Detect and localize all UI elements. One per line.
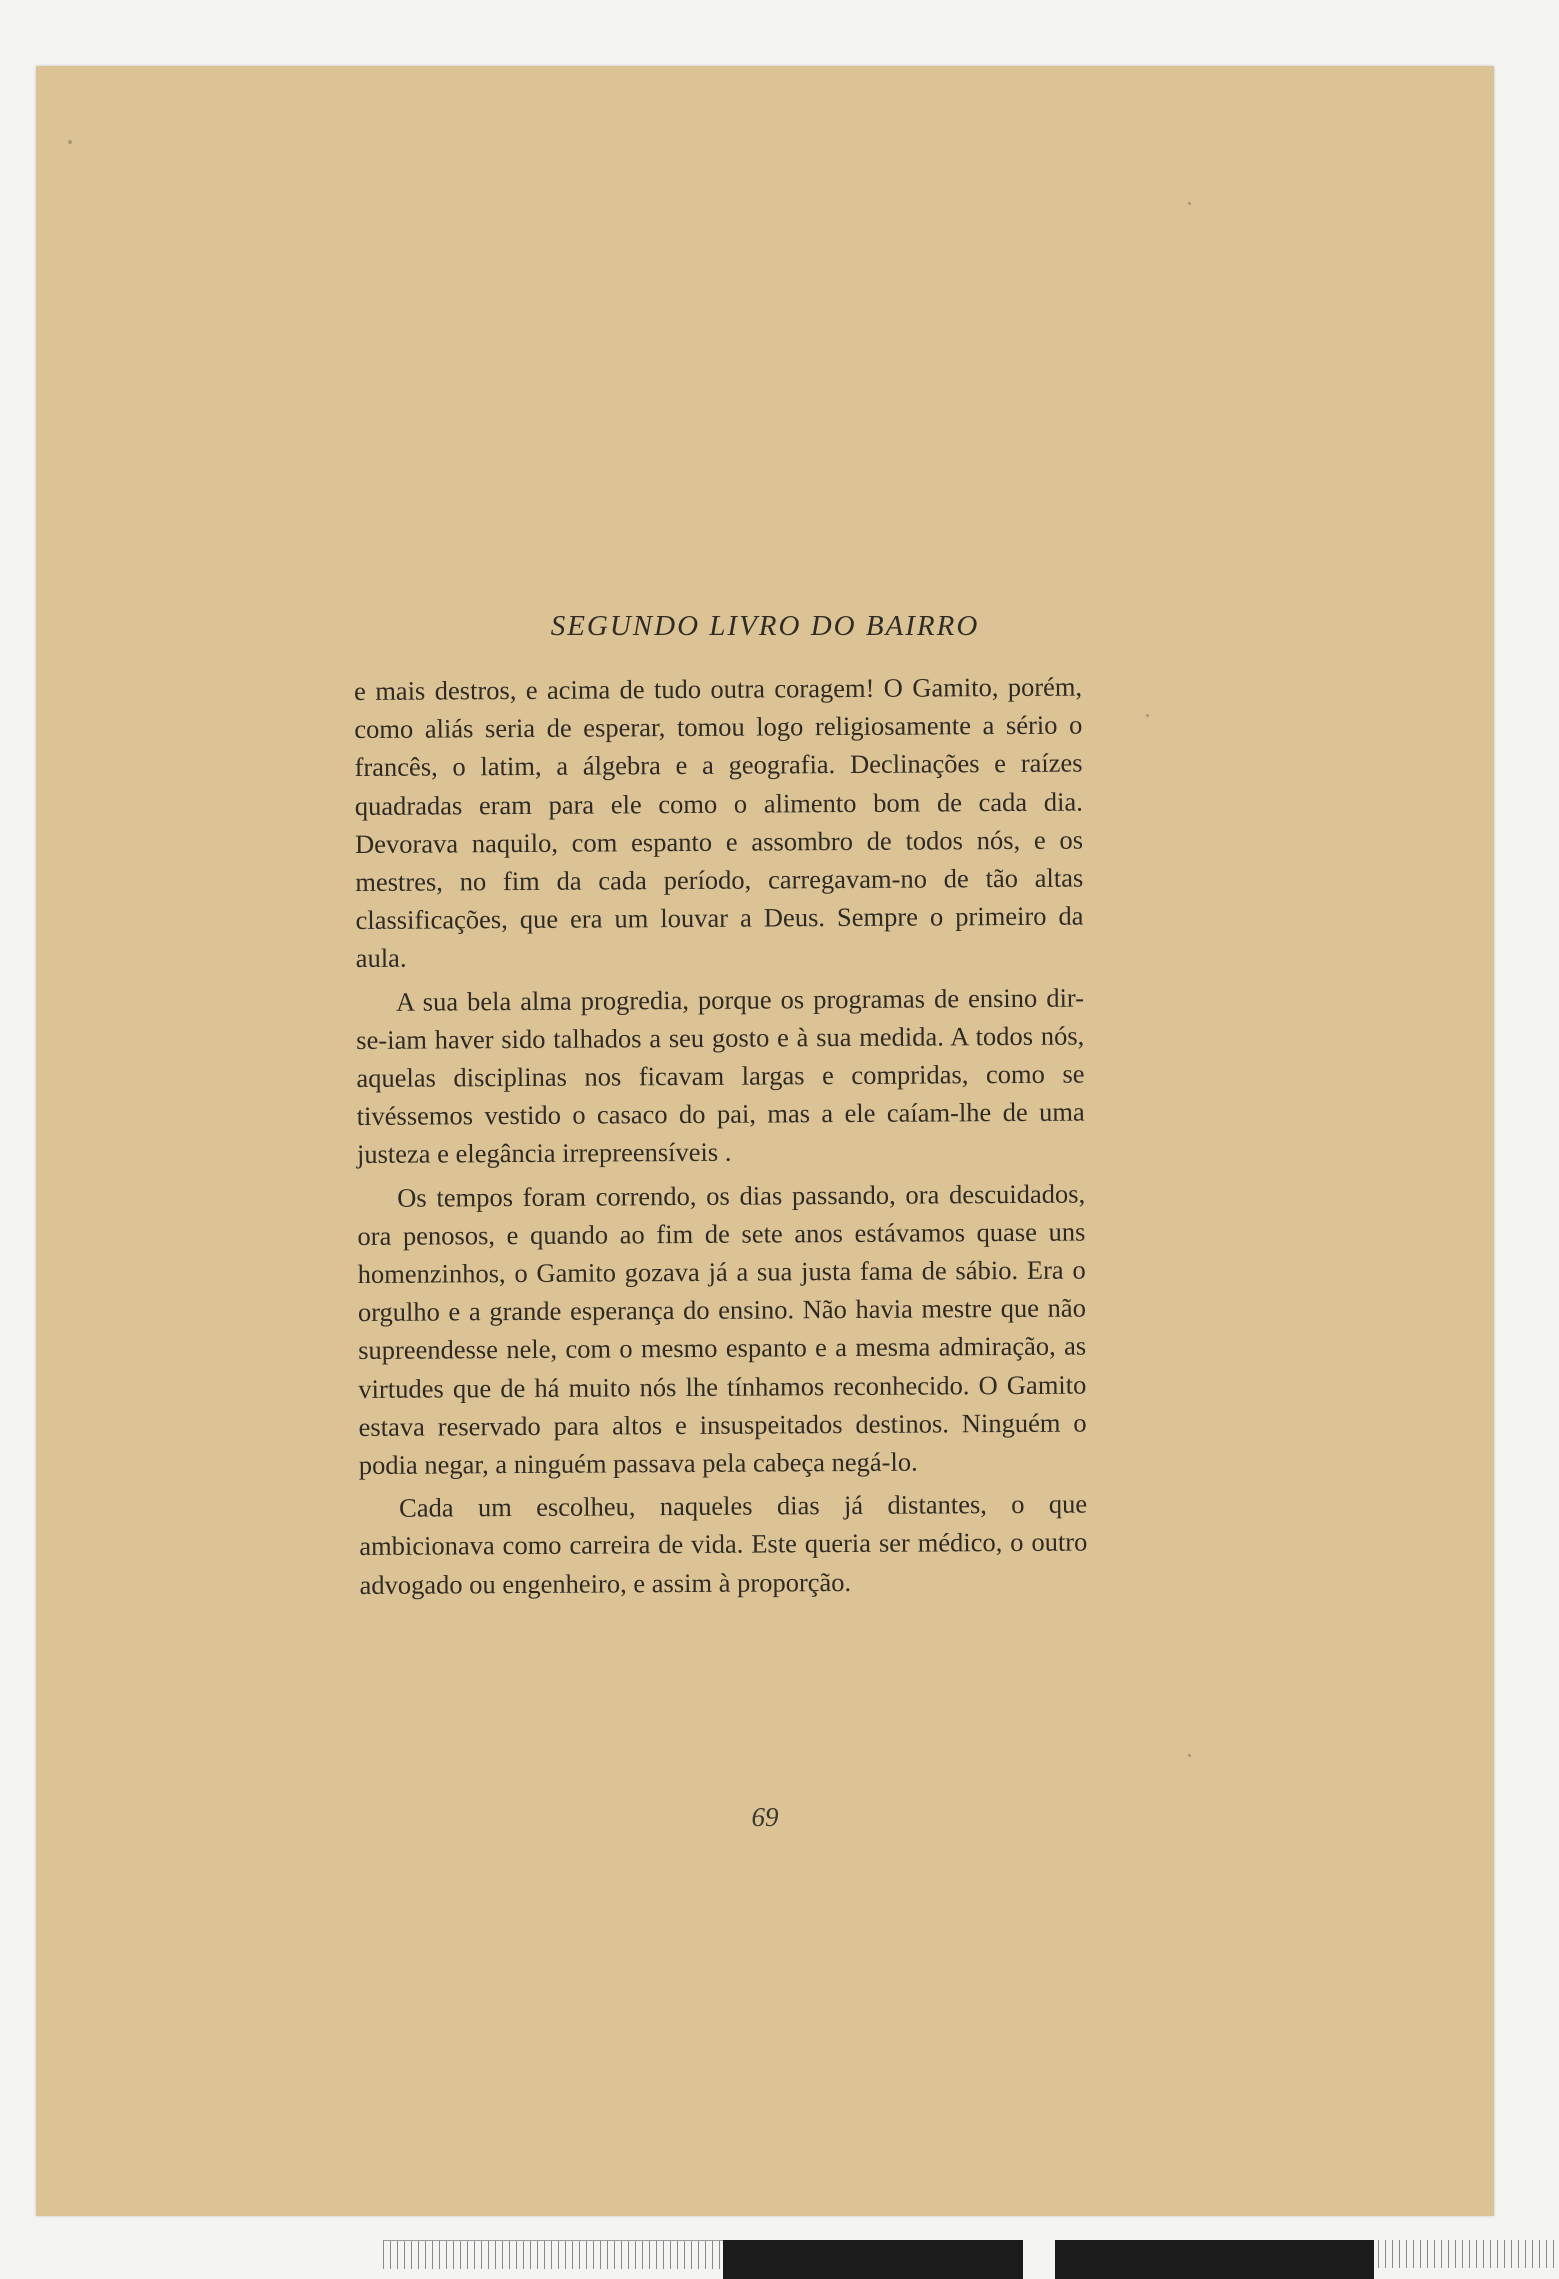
paragraph-1: e mais destros, e acima de tudo outra coragem! O Gamito, porém, como aliás seria de esperar, tomou logo religiosamente a sério o francês, o latim, a álgebra e a geografia. Declinações e raízes quadradas eram para ele como o alimento bom de cada dia. Devorava naquilo, com espanto e assombro de todos nós, e os mestres, no fim da cada período, carregavam-no de tão altas classificações, que era um louvar a Deus. Sempre o primeiro da aula. <box>354 671 1084 974</box>
page-number: 69 <box>751 1802 779 1832</box>
ruler-black-bar <box>723 2240 1023 2279</box>
scale-ruler <box>383 2240 1559 2279</box>
paper-speck <box>1188 1754 1191 1757</box>
book-page <box>36 66 1494 2216</box>
ruler-ticks <box>1378 2240 1559 2268</box>
paragraph-3: Os tempos foram correndo, os dias passando, ora descuidados, ora penosos, e quando ao fim de sete anos estávamos quase uns homenzinhos, o Gamito gozava já a sua justa fama de sábio. Era o orgulho e a grande esperança do ensino. Não havia mestre que não supreendesse nele, com o mesmo espanto e a mesma admiração, as virtudes que de há muito nós lhe tínhamos reconhecido. O Gamito estava reservado para altos e insuspeitados destinos. Ninguém o podia negar, a ninguém passava pela cabeça negá-lo. <box>357 1178 1087 1481</box>
paper-speck <box>1146 714 1149 717</box>
body-text <box>354 668 1088 1609</box>
ruler-ticks <box>383 2240 723 2269</box>
ruler-black-bar <box>1055 2240 1374 2279</box>
paper-speck <box>1188 202 1191 205</box>
running-title: SEGUNDO LIVRO DO BAIRRO <box>550 610 980 642</box>
paragraph-2: A sua bela alma progredia, porque os programas de ensino dir-se-iam haver sido talhados a seu gosto e à sua medida. A todos nós, aquelas disciplinas nos ficavam largas e compridas, como se tivéssemos vestido o casaco do pai, mas a ele caíam-lhe de uma justeza e elegância irrepreensíveis . <box>356 982 1085 1170</box>
paper-speck <box>68 140 72 144</box>
paragraph-4: Cada um escolheu, naqueles dias já distantes, o que ambicionava como carreira de vida. Este queria ser médico, o outro advogado ou engenheiro, e assim à proporção. <box>359 1488 1088 1600</box>
